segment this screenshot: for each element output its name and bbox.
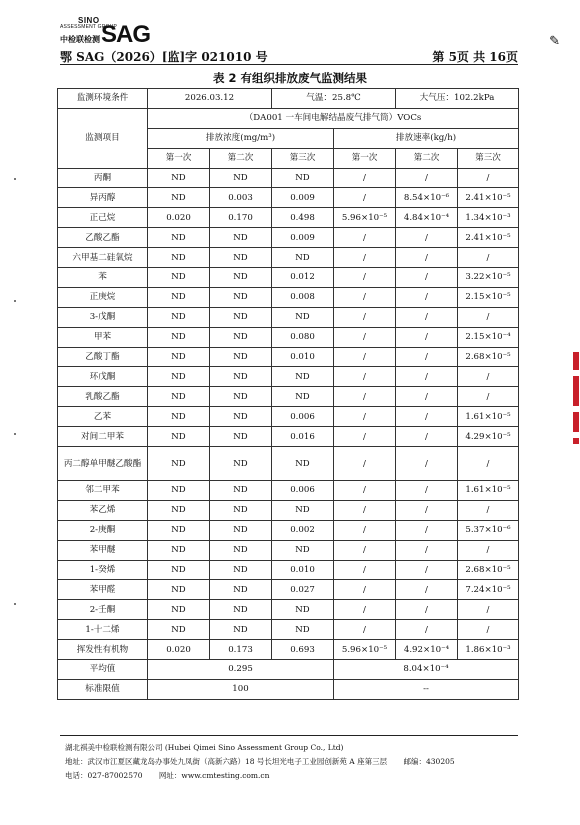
table-cell: ND (148, 287, 210, 307)
table-cell: / (334, 188, 396, 208)
table-cell: ND (148, 367, 210, 387)
table-cell: 5.96×10⁻⁵ (334, 640, 396, 660)
table-cell: 2.68×10⁻⁵ (458, 560, 519, 580)
table-cell: ND (210, 327, 272, 347)
table-cell: ND (272, 367, 334, 387)
table-cell: ND (148, 600, 210, 620)
pollutant-name: 苯甲醛 (58, 580, 148, 600)
table-cell: / (334, 560, 396, 580)
table-cell: ND (148, 407, 210, 427)
table-cell: / (458, 367, 519, 387)
table-cell: 0.010 (272, 347, 334, 367)
pollutant-name: 苯乙烯 (58, 500, 148, 520)
table-cell: / (396, 248, 458, 268)
table-cell: 0.693 (272, 640, 334, 660)
table-cell: / (396, 407, 458, 427)
logo-sag-mark: SAG (101, 21, 151, 48)
table-row (58, 208, 519, 228)
table-cell: / (396, 168, 458, 188)
table-row (58, 168, 519, 188)
table-cell: / (396, 367, 458, 387)
monitoring-date: 2026.03.12 (148, 89, 272, 109)
table-cell: ND (210, 367, 272, 387)
footer-website: 网址：www.cmtesting.com.cn (158, 771, 270, 780)
table-cell: ND (210, 560, 272, 580)
limit-row (58, 679, 519, 699)
table-cell: 0.498 (272, 208, 334, 228)
table-cell: ND (148, 307, 210, 327)
table-cell: 0.003 (210, 188, 272, 208)
table-cell: 0.020 (148, 640, 210, 660)
table-cell: 1.61×10⁻⁵ (458, 407, 519, 427)
table-cell: ND (210, 228, 272, 248)
table-cell: / (334, 228, 396, 248)
table-cell: 7.24×10⁻⁵ (458, 580, 519, 600)
table-cell: / (334, 307, 396, 327)
footer-rule (60, 735, 518, 736)
table-cell: 0.027 (272, 580, 334, 600)
table-cell: ND (210, 268, 272, 288)
scan-speck (14, 178, 16, 180)
run-header: 第一次 (334, 148, 396, 168)
table-cell: ND (148, 327, 210, 347)
pen-mark-icon: ✎ (549, 34, 560, 49)
table-cell: 0.002 (272, 520, 334, 540)
table-cell: ND (210, 387, 272, 407)
pollutant-name: 2-壬酮 (58, 600, 148, 620)
table-cell: 4.84×10⁻⁴ (396, 208, 458, 228)
table-cell: / (458, 600, 519, 620)
air-pressure: 大气压：102.2kPa (396, 89, 519, 109)
table-cell: ND (210, 540, 272, 560)
table-row (58, 520, 519, 540)
run-header: 第二次 (396, 148, 458, 168)
pollutant-name: 乙酸丁酯 (58, 347, 148, 367)
table-cell: ND (210, 287, 272, 307)
table-cell: ND (272, 600, 334, 620)
table-cell: 0.173 (210, 640, 272, 660)
table-cell: / (334, 387, 396, 407)
table-cell: / (396, 580, 458, 600)
table-cell: 100 (148, 679, 334, 699)
footer-postcode: 邮编：430205 (403, 757, 455, 766)
table-cell: 0.006 (272, 407, 334, 427)
table-cell: / (396, 540, 458, 560)
table-cell: ND (210, 600, 272, 620)
table-cell: ND (148, 620, 210, 640)
table-cell: ND (210, 447, 272, 481)
table-cell: ND (210, 307, 272, 327)
table-cell: / (458, 620, 519, 640)
table-row (58, 248, 519, 268)
table-cell: ND (148, 560, 210, 580)
table-cell: ND (148, 447, 210, 481)
run-header: 第一次 (148, 148, 210, 168)
table-row (58, 600, 519, 620)
emission-results-table (57, 88, 519, 700)
table-row (58, 427, 519, 447)
table-row (58, 327, 519, 347)
table-cell: ND (148, 520, 210, 540)
table-row (58, 560, 519, 580)
table-cell: / (334, 427, 396, 447)
table-cell: ND (148, 228, 210, 248)
table-cell: / (334, 600, 396, 620)
table-cell: ND (210, 481, 272, 501)
pollutant-name: 环戊酮 (58, 367, 148, 387)
table-row (58, 407, 519, 427)
table-cell: 0.020 (148, 208, 210, 228)
table-cell: ND (148, 168, 210, 188)
table-cell: ND (148, 248, 210, 268)
table-cell: ND (148, 580, 210, 600)
table-row (58, 347, 519, 367)
footer-contact-line (65, 770, 269, 781)
table-row (58, 287, 519, 307)
table-cell: ND (272, 248, 334, 268)
table-cell: / (458, 540, 519, 560)
table-cell: 0.009 (272, 188, 334, 208)
table-cell: 平均值 (58, 660, 148, 680)
pollutant-name: 乳酸乙酯 (58, 387, 148, 407)
table-row (58, 640, 519, 660)
table-cell: ND (148, 188, 210, 208)
table-row (58, 307, 519, 327)
table-cell: ND (272, 168, 334, 188)
table-cell: / (396, 600, 458, 620)
table-cell: / (334, 520, 396, 540)
table-row (58, 188, 519, 208)
table-cell: 0.170 (210, 208, 272, 228)
table-cell: 1.61×10⁻⁵ (458, 481, 519, 501)
air-temperature: 气温：25.8℃ (272, 89, 396, 109)
report-header (60, 48, 518, 65)
table-cell: / (334, 367, 396, 387)
table-cell: 0.012 (272, 268, 334, 288)
table-cell: / (396, 560, 458, 580)
table-cell: 0.006 (272, 481, 334, 501)
table-cell: / (458, 307, 519, 327)
table-cell: ND (148, 481, 210, 501)
table-cell: / (396, 447, 458, 481)
table-cell: / (334, 268, 396, 288)
pollutant-name: 对间二甲苯 (58, 427, 148, 447)
table-cell: / (334, 168, 396, 188)
table-cell: ND (272, 447, 334, 481)
condition-label: 监测环境条件 (58, 89, 148, 109)
table-cell: / (334, 481, 396, 501)
table-row (58, 447, 519, 481)
table-cell: ND (210, 248, 272, 268)
table-cell: ND (210, 168, 272, 188)
pollutant-name: 1-癸烯 (58, 560, 148, 580)
table-cell: ND (210, 427, 272, 447)
seam-stamp (572, 352, 580, 444)
table-cell: ND (148, 347, 210, 367)
table-cell: / (334, 580, 396, 600)
table-cell: 0.016 (272, 427, 334, 447)
table-cell: ND (148, 427, 210, 447)
table-cell: ND (148, 268, 210, 288)
report-number: 鄂 SAG（2026）[监]字 021010 号 (60, 50, 268, 64)
table-cell: / (458, 387, 519, 407)
item-label: 监测项目 (58, 108, 148, 168)
table-cell: 4.92×10⁻⁴ (396, 640, 458, 660)
pollutant-name: 甲苯 (58, 327, 148, 347)
pollutant-name: 苯甲醚 (58, 540, 148, 560)
table-cell: / (334, 248, 396, 268)
table-cell: 0.009 (272, 228, 334, 248)
scan-speck (14, 603, 16, 605)
pollutant-name: 丙酮 (58, 168, 148, 188)
table-cell: 8.54×10⁻⁶ (396, 188, 458, 208)
table-cell: / (396, 620, 458, 640)
pollutant-name: 乙苯 (58, 407, 148, 427)
table-cell: / (334, 347, 396, 367)
table-cell: / (396, 327, 458, 347)
table-cell: ND (272, 500, 334, 520)
table-cell: 0.008 (272, 287, 334, 307)
table-cell: 5.37×10⁻⁶ (458, 520, 519, 540)
table-cell: 0.010 (272, 560, 334, 580)
table-cell: / (458, 500, 519, 520)
table-row (58, 580, 519, 600)
average-row (58, 660, 519, 680)
table-cell: / (334, 327, 396, 347)
table-cell: / (458, 168, 519, 188)
table-cell: 8.04×10⁻⁴ (334, 660, 519, 680)
table-cell: 1.86×10⁻³ (458, 640, 519, 660)
pollutant-name: 正庚烷 (58, 287, 148, 307)
table-row (58, 620, 519, 640)
table-cell: / (396, 228, 458, 248)
table-cell: / (396, 287, 458, 307)
pollutant-name: 正己烷 (58, 208, 148, 228)
table-cell: 2.15×10⁻⁵ (458, 287, 519, 307)
table-cell: 2.41×10⁻⁵ (458, 228, 519, 248)
concentration-header: 排放浓度(mg/m³) (148, 128, 334, 148)
footer-address-line (65, 756, 455, 767)
table-cell: 标准限值 (58, 679, 148, 699)
table-cell: ND (272, 387, 334, 407)
table-row (58, 268, 519, 288)
pollutant-name: 邻二甲苯 (58, 481, 148, 501)
table-cell: ND (272, 620, 334, 640)
pollutant-name: 挥发性有机物 (58, 640, 148, 660)
table-cell: / (334, 620, 396, 640)
table-cell: / (334, 407, 396, 427)
table-cell: / (396, 427, 458, 447)
table-cell: 2.68×10⁻⁵ (458, 347, 519, 367)
pollutant-name: 异丙醇 (58, 188, 148, 208)
table-cell: 0.080 (272, 327, 334, 347)
rate-header: 排放速率(kg/h) (334, 128, 519, 148)
logo-chinese-name: 中检联检测 (60, 35, 100, 44)
table-cell: ND (148, 387, 210, 407)
table-row (58, 367, 519, 387)
table-cell: 3.22×10⁻⁵ (458, 268, 519, 288)
footer-company: 湖北祺美中检联检测有限公司 (Hubei Qimei Sino Assessment Group Co., Ltd) (65, 743, 344, 752)
table-cell: / (458, 447, 519, 481)
pollutant-name: 乙酸乙酯 (58, 228, 148, 248)
table-cell: 4.29×10⁻⁵ (458, 427, 519, 447)
table-cell: / (396, 500, 458, 520)
table-cell: 0.295 (148, 660, 334, 680)
table-cell: ND (148, 500, 210, 520)
table-cell: / (396, 307, 458, 327)
company-logo (60, 16, 150, 50)
table-cell: / (334, 540, 396, 560)
table-cell: ND (210, 347, 272, 367)
table-cell: 5.96×10⁻⁵ (334, 208, 396, 228)
table-cell: / (396, 520, 458, 540)
table-cell: ND (210, 500, 272, 520)
table-cell: -- (334, 679, 519, 699)
logo-subtitle: ASSESSMENT GROUP (60, 24, 118, 30)
table-cell: ND (148, 540, 210, 560)
table-cell: ND (272, 540, 334, 560)
pollutant-name: 1-十二烯 (58, 620, 148, 640)
emission-source: （DA001 一车间电解结晶废气排气筒）VOCs (148, 108, 519, 128)
table-row (58, 540, 519, 560)
pollutant-name: 2-庚酮 (58, 520, 148, 540)
scan-speck (14, 300, 16, 302)
table-row (58, 481, 519, 501)
footer-address: 地址：武汉市江夏区藏龙岛办事处九凤街（高新六路）18 号长坦光电子工业园创新苑 A 座第三层 (65, 757, 388, 766)
table-cell: / (334, 287, 396, 307)
run-header: 第三次 (272, 148, 334, 168)
table-cell: ND (210, 520, 272, 540)
table-row (58, 387, 519, 407)
scan-speck (14, 433, 16, 435)
pollutant-name: 丙二醇单甲醚乙酸酯 (58, 447, 148, 481)
table-cell: 1.34×10⁻³ (458, 208, 519, 228)
table-cell: 2.15×10⁻⁴ (458, 327, 519, 347)
pollutant-name: 3-戊酮 (58, 307, 148, 327)
table-cell: ND (210, 620, 272, 640)
table-cell: ND (210, 580, 272, 600)
table-cell: ND (272, 307, 334, 327)
table-cell: / (396, 347, 458, 367)
pollutant-name: 六甲基二硅氧烷 (58, 248, 148, 268)
footer-phone: 电话：027-87002570 (65, 771, 143, 780)
table-cell: / (396, 481, 458, 501)
table-title: 表 2 有组织排放废气监测结果 (212, 71, 367, 85)
page-indicator: 第 5页 共 16页 (432, 50, 518, 64)
table-cell: / (334, 447, 396, 481)
table-cell: / (396, 387, 458, 407)
run-header: 第二次 (210, 148, 272, 168)
table-row (58, 228, 519, 248)
table-cell: / (458, 248, 519, 268)
table-row (58, 500, 519, 520)
pollutant-name: 苯 (58, 268, 148, 288)
run-header: 第三次 (458, 148, 519, 168)
logo-sino-text: SINO (78, 16, 100, 25)
table-cell: 2.41×10⁻⁵ (458, 188, 519, 208)
table-cell: / (334, 500, 396, 520)
table-cell: ND (210, 407, 272, 427)
table-cell: / (396, 268, 458, 288)
